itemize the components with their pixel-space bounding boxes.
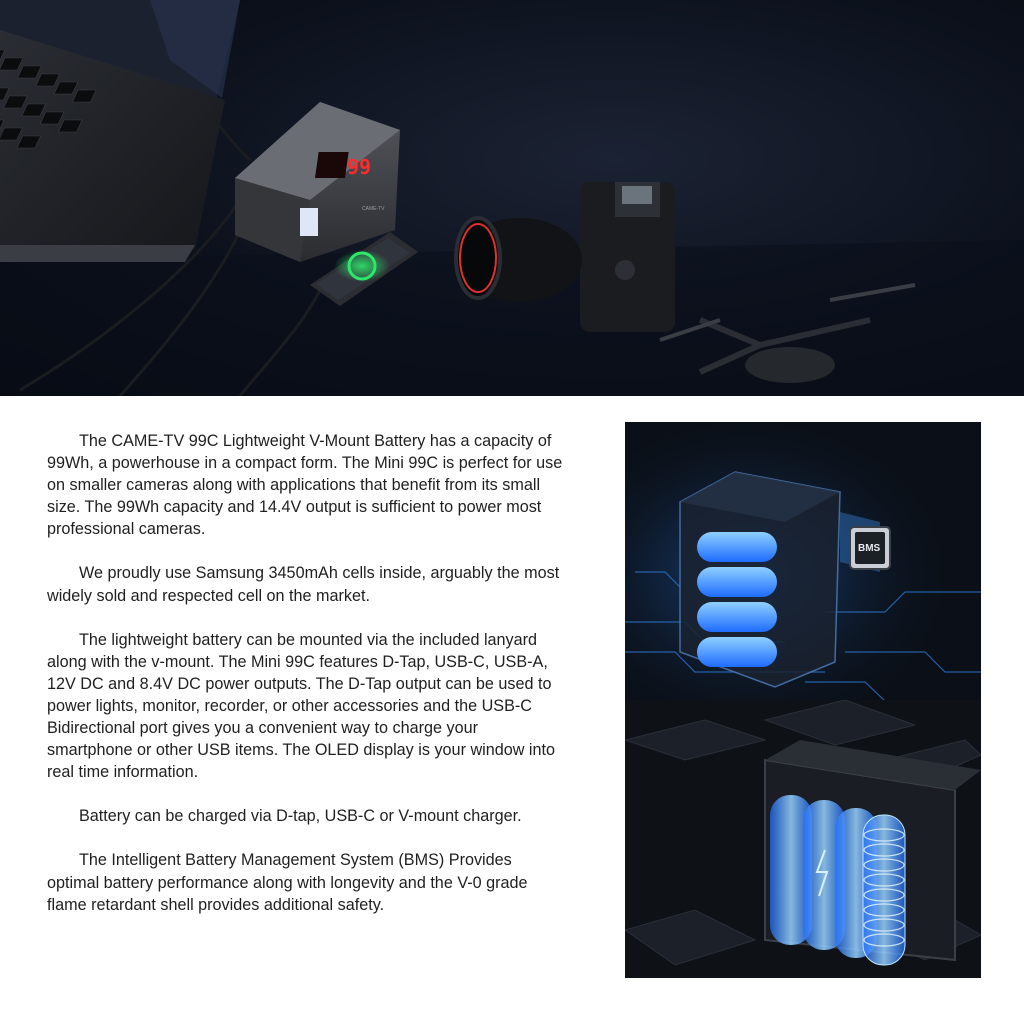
hero-photo <box>0 0 1024 396</box>
battery-unit <box>235 102 400 262</box>
cells-illustration <box>625 700 981 978</box>
paragraph-bms: The Intelligent Battery Management System (BMS) Provides optimal battery performance along with longevity and the V-0 grade flame retardant shell provides additional safety. <box>47 851 528 914</box>
paragraph-cells: We proudly use Samsung 3450mAh cells inside, arguably the most widely sold and respected cell on the market. <box>47 564 560 605</box>
paragraph-outputs: The lightweight battery can be mounted via the included lanyard along with the v-mount. The Mini 99C features D-Tap, USB-C, USB-A, 12V DC and 8.4V DC power outputs. The D-Tap output can be used to power lights, monitor, recorder, or other accessories and the USB-C Bidirectional port gives you a convenient way to charge your smartphone or other USB items. The OLED display is your window into real time information. <box>47 630 556 782</box>
hero-illustration <box>0 0 1024 396</box>
paragraph-charging: Battery can be charged via D-tap, USB-C or V-mount charger. <box>79 807 522 826</box>
article-text <box>47 430 567 938</box>
bms-illustration <box>625 422 981 701</box>
oled-display <box>300 208 318 236</box>
bms-chip-label: BMS <box>858 543 881 554</box>
paragraph-intro: The CAME-TV 99C Lightweight V-Mount Battery has a capacity of 99Wh, a powerhouse in a compact form. The Mini 99C is perfect for use on smaller cameras along with applications that benefit from its small size. The 99Wh capacity and 14.4V output is sufficient to power most professional cameras. <box>47 432 563 539</box>
battery-display-value: 99 <box>347 155 372 179</box>
cylindrical-cells <box>770 795 905 965</box>
laptop <box>0 0 240 262</box>
battery-brand-text: CAME-TV <box>362 206 385 212</box>
